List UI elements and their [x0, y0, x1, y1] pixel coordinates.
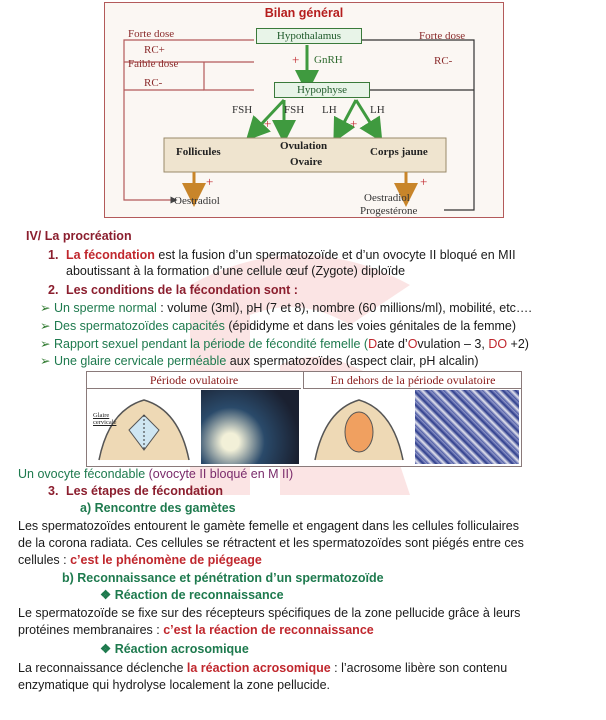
follicules-label: Follicules [176, 146, 221, 158]
fsh-label-2: FSH [284, 104, 305, 116]
bullet-arrow-icon: ➢ [40, 301, 51, 315]
b2-rest: (épididyme et dans les voies génitales de la femme) [224, 319, 517, 333]
glaire-label: Glaire cervicale [93, 412, 117, 426]
bullet-3 [40, 336, 529, 352]
ovocyte-line [18, 466, 293, 482]
right-rc-minus: RC- [434, 55, 453, 67]
plus-right-ovary: + [420, 174, 428, 189]
b1-term: Un sperme normal [53, 301, 157, 315]
r2-line2: enzymatique qui hydrolyse localement la zone pellucide. [18, 678, 330, 692]
bullet-arrow-icon: ➢ [40, 337, 51, 351]
p2-title: Les conditions de la fécondation sont : [66, 283, 298, 297]
r2-line1 [18, 660, 507, 676]
left-cervix-illustration [89, 390, 199, 464]
plus-left-ovary: + [206, 174, 214, 189]
b3-do: DO [488, 337, 508, 351]
diagram-title: Bilan général [264, 6, 344, 20]
b2-term: Des spermatozoïdes capacités [53, 319, 225, 333]
left-header: Période ovulatoire [87, 372, 301, 389]
a-line1: Les spermatozoïdes entourent le gamète femelle et engagent dans les cellules folliculaires [18, 519, 519, 533]
bullet-4 [40, 353, 478, 369]
left-rc-minus: RC- [144, 77, 163, 89]
a-line2: de la corona radiata. Ces cellules se rétractent et les spermatozoïdes sont piégés entre ces [18, 536, 524, 550]
p1-rest: est la fusion d’un spermatozoïde et d’un ovocyte II bloqué en MII [154, 248, 516, 262]
oestradiol-right-label: Oestradiol [364, 192, 410, 204]
r2-line1-red: la réaction acrosomique [186, 661, 331, 675]
corps-jaune-label: Corps jaune [370, 146, 428, 158]
bullet-arrow-icon: ➢ [40, 354, 51, 368]
section-title: IV/ La procréation [26, 229, 132, 243]
ovaire-label: Ovaire [290, 156, 323, 168]
fsh-label-1: FSH [232, 104, 253, 116]
diamond-icon: ❖ [100, 642, 112, 656]
hypothalamus-box: Hypothalamus [256, 28, 362, 44]
b3-vul: vulation – 3, [417, 337, 489, 351]
right-header: En dehors de la période ovulatoire [303, 372, 522, 389]
r2-line1-a: La reconnaissance déclenche [18, 661, 187, 675]
p1-line1 [66, 247, 516, 263]
a-title: a) Rencontre des gamètes [80, 501, 236, 515]
gnrh-plus: + [292, 52, 300, 67]
p1-line2: aboutissant à la formation d’une cellule œuf (Zygote) diploïde [66, 264, 406, 278]
p1-term: La fécondation [66, 248, 155, 262]
r1-line2-red: c’est la réaction de reconnaissance [163, 623, 374, 637]
p1-number: 1. [48, 248, 59, 262]
p3-title: Les étapes de fécondation [66, 484, 223, 498]
p2-number: 2. [48, 283, 59, 297]
r1-line1: Le spermatozoïde se fixe sur des récepteurs spécifiques de la zone pellucide grâce à leurs [18, 606, 521, 620]
left-rc-plus: RC+ [144, 44, 165, 56]
plus-fsh: + [264, 116, 272, 131]
r1-line2 [18, 622, 374, 638]
right-forte-dose: Forte dose [419, 30, 466, 42]
a-line3-red: c’est le phénomène de piégeage [70, 553, 262, 567]
r2-title: Réaction acrosomique [114, 642, 249, 656]
ovocyte-rest: (ovocyte II bloqué en M II) [145, 467, 294, 481]
left-forte-dose: Forte dose [128, 28, 175, 40]
oestradiol-left-label: Oestradiol [174, 195, 220, 207]
bullet-1 [40, 300, 532, 316]
ovulation-label: Ovulation [280, 140, 328, 152]
left-micrograph [201, 390, 299, 464]
b3-end: +2) [507, 337, 529, 351]
b4-term: Une glaire cervicale perméable [53, 354, 227, 368]
r1-title: Réaction de reconnaissance [114, 588, 284, 602]
right-cervix-illustration [305, 390, 413, 464]
cervical-mucus-figure [86, 371, 522, 467]
b3-o: O [407, 337, 418, 351]
gnrh-label: GnRH [314, 54, 343, 66]
ovocyte-term: Un ovocyte fécondable [18, 467, 146, 481]
lh-label-2: LH [370, 104, 385, 116]
r1-line2-start: protéines membranaires : [18, 623, 164, 637]
left-faible-dose: Faible dose [128, 58, 179, 70]
plus-lh: + [350, 116, 358, 131]
a-line3 [18, 552, 262, 568]
hypophyse-box: Hypophyse [274, 82, 370, 98]
b-title: b) Reconnaissance et pénétration d’un spermatozoïde [62, 571, 384, 585]
a-line3-start: cellules : [18, 553, 71, 567]
p3-number: 3. [48, 484, 59, 498]
hormonal-diagram [104, 0, 504, 218]
b3-d: D [368, 337, 378, 351]
r1-title-line [100, 587, 284, 603]
b1-rest: : volume (3ml), pH (7 et 8), nombre (60 millions/ml), mobilité, etc…. [156, 301, 532, 315]
lh-label-1: LH [322, 104, 337, 116]
right-micrograph [415, 390, 519, 464]
bullet-2 [40, 318, 516, 334]
b4-rest: aux spermatozoïdes (aspect clair, pH alcalin) [226, 354, 479, 368]
b3-pre: Rapport sexuel pendant la période de fécondité femelle ( [53, 337, 369, 351]
r2-title-line [100, 641, 249, 657]
bullet-arrow-icon: ➢ [40, 319, 51, 333]
progesterone-label: Progestérone [360, 205, 418, 217]
b3-ate: ate d’ [377, 337, 408, 351]
r2-line1-b: : l’acrosome libère son contenu [330, 661, 508, 675]
diamond-icon: ❖ [100, 588, 112, 602]
